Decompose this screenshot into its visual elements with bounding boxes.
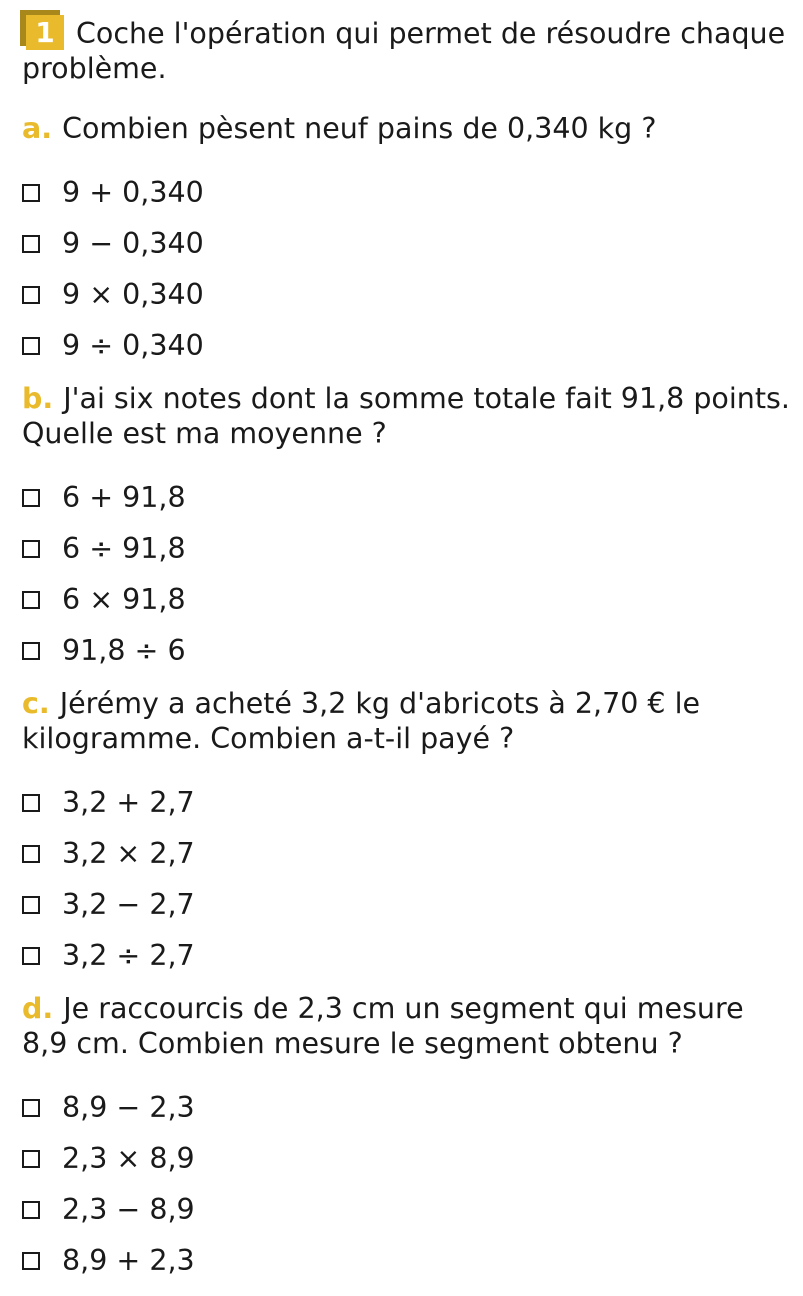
question-letter: b. xyxy=(22,382,54,415)
answer-option[interactable] xyxy=(22,269,792,320)
option-label: 3,2 + 2,7 xyxy=(62,786,195,819)
question-statement: Jérémy a acheté 3,2 kg d'abricots à 2,70 € le kilogramme. Combien a-t-il payé ? xyxy=(22,687,701,755)
checkbox[interactable] xyxy=(22,845,40,863)
option-label: 6 × 91,8 xyxy=(62,583,186,616)
exercise-instruction: Coche l'opération qui permet de résoudre chaque problème. xyxy=(22,17,786,85)
answer-options xyxy=(22,167,792,371)
checkbox[interactable] xyxy=(22,489,40,507)
answer-option[interactable] xyxy=(22,574,792,625)
checkbox[interactable] xyxy=(22,235,40,253)
exercise-page xyxy=(22,10,792,1286)
checkbox[interactable] xyxy=(22,1150,40,1168)
answer-options xyxy=(22,777,792,981)
checkbox[interactable] xyxy=(22,896,40,914)
checkbox[interactable] xyxy=(22,540,40,558)
answer-option[interactable] xyxy=(22,218,792,269)
option-label: 6 + 91,8 xyxy=(62,481,186,514)
answer-option[interactable] xyxy=(22,1235,792,1286)
question-d xyxy=(22,991,792,1286)
question-b xyxy=(22,381,792,676)
question-c xyxy=(22,686,792,981)
question-text xyxy=(22,686,792,756)
question-a xyxy=(22,111,792,371)
answer-option[interactable] xyxy=(22,625,792,676)
checkbox[interactable] xyxy=(22,947,40,965)
answer-option[interactable] xyxy=(22,1133,792,1184)
checkbox[interactable] xyxy=(22,1252,40,1270)
option-label: 9 × 0,340 xyxy=(62,278,204,311)
question-text xyxy=(22,991,792,1061)
option-label: 9 + 0,340 xyxy=(62,176,204,209)
option-label: 2,3 × 8,9 xyxy=(62,1142,195,1175)
question-letter: a. xyxy=(22,112,53,145)
option-label: 3,2 × 2,7 xyxy=(62,837,195,870)
answer-option[interactable] xyxy=(22,320,792,371)
answer-option[interactable] xyxy=(22,828,792,879)
answer-option[interactable] xyxy=(22,523,792,574)
answer-options xyxy=(22,1082,792,1286)
option-label: 2,3 − 8,9 xyxy=(62,1193,195,1226)
option-label: 3,2 ÷ 2,7 xyxy=(62,939,195,972)
checkbox[interactable] xyxy=(22,286,40,304)
question-statement: J'ai six notes dont la somme totale fait 91,8 points. Quelle est ma moyenne ? xyxy=(22,382,790,450)
answer-option[interactable] xyxy=(22,1082,792,1133)
question-text xyxy=(22,111,792,146)
option-label: 8,9 − 2,3 xyxy=(62,1091,195,1124)
option-label: 6 ÷ 91,8 xyxy=(62,532,186,565)
answer-option[interactable] xyxy=(22,777,792,828)
option-label: 8,9 + 2,3 xyxy=(62,1244,195,1277)
question-letter: c. xyxy=(22,687,50,720)
checkbox[interactable] xyxy=(22,794,40,812)
option-label: 9 ÷ 0,340 xyxy=(62,329,204,362)
answer-option[interactable] xyxy=(22,167,792,218)
answer-option[interactable] xyxy=(22,472,792,523)
checkbox[interactable] xyxy=(22,642,40,660)
checkbox[interactable] xyxy=(22,1099,40,1117)
answer-option[interactable] xyxy=(22,1184,792,1235)
exercise-number: 1 xyxy=(26,15,64,50)
exercise-number-badge xyxy=(20,10,66,50)
exercise-header xyxy=(22,10,792,86)
answer-options xyxy=(22,472,792,676)
checkbox[interactable] xyxy=(22,184,40,202)
question-letter: d. xyxy=(22,992,54,1025)
checkbox[interactable] xyxy=(22,337,40,355)
checkbox[interactable] xyxy=(22,591,40,609)
question-statement: Je raccourcis de 2,3 cm un segment qui mesure 8,9 cm. Combien mesure le segment obtenu ? xyxy=(22,992,744,1060)
question-statement: Combien pèsent neuf pains de 0,340 kg ? xyxy=(62,112,657,145)
checkbox[interactable] xyxy=(22,1201,40,1219)
question-text xyxy=(22,381,792,451)
option-label: 91,8 ÷ 6 xyxy=(62,634,186,667)
option-label: 3,2 − 2,7 xyxy=(62,888,195,921)
answer-option[interactable] xyxy=(22,930,792,981)
answer-option[interactable] xyxy=(22,879,792,930)
option-label: 9 − 0,340 xyxy=(62,227,204,260)
